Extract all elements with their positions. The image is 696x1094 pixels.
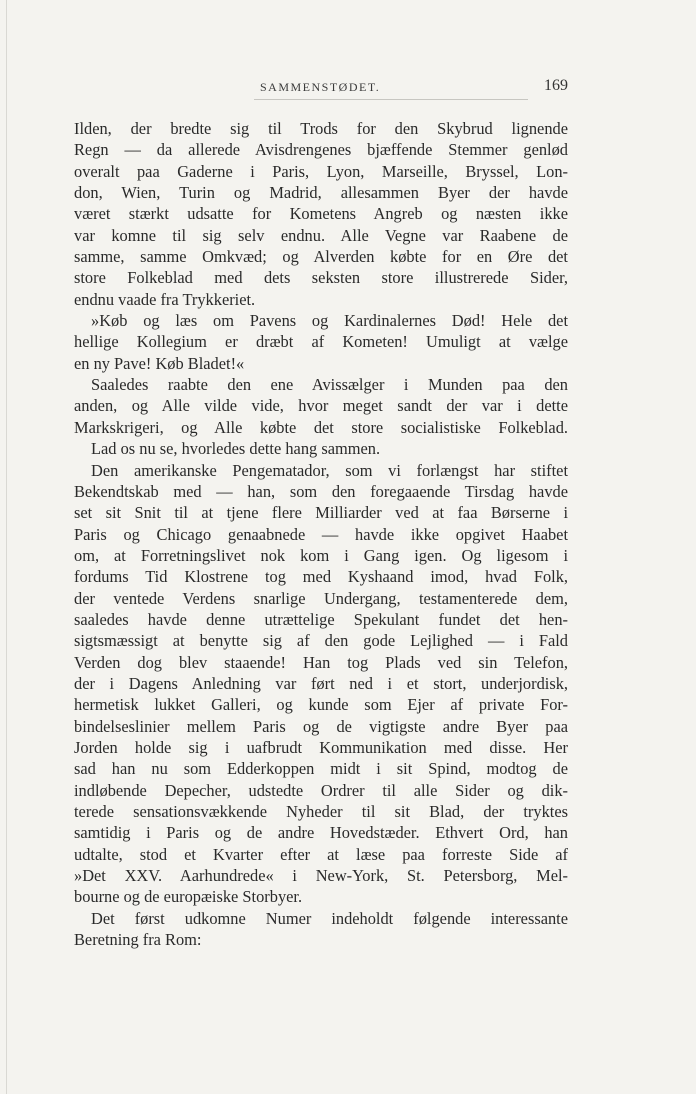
text-line: en ny Pave! Køb Bladet!« [74,353,245,373]
text-line: Beretning fra Rom: [74,930,202,950]
text-line: Bekendtskab med — han, som den foregaaende Tirsdag havde [74,481,568,501]
text-line: sad han nu som Edderkoppen midt i sit Spind, modtog de [74,759,568,779]
page-header [74,77,568,104]
text-line: hellige Kollegium er dræbt af Kometen! Umuligt at vælge [74,332,568,352]
text-line: don, Wien, Turin og Madrid, allesammen Byer der havde [74,183,568,203]
header-rule [254,99,528,100]
text-line: bindelseslinier mellem Paris og de vigtigste andre Byer paa [74,716,568,736]
text-line: Det først udkomne Numer indeholdt følgende interessante [91,908,568,928]
text-line: »Det XXV. Aarhundrede« i New-York, St. Petersborg, Mel- [74,866,568,886]
text-line: Lad os nu se, hvorledes dette hang sammen. [91,439,381,459]
text-line: Jorden holde sig i uafbrudt Kommunikation med disse. Her [74,737,568,757]
text-line: overalt paa Gaderne i Paris, Lyon, Marseille, Bryssel, Lon- [74,161,568,181]
running-title: SAMMENSTØDET. [260,80,381,94]
text-line: Markskrigeri, og Alle købte det store socialistiske Folkeblad. [74,417,568,437]
text-line: fordums Tid Klostrene tog med Kyshaand imod, hvad Folk, [74,567,568,587]
text-line: Saaledes raabte den ene Avissælger i Munden paa den [91,375,568,395]
text-line: Paris og Chicago genaabnede — havde ikke opgivet Haabet [74,524,568,544]
text-line: været stærkt udsatte for Kometens Angreb og næsten ikke [74,204,568,224]
text-line: saaledes havde denne utrættelige Spekulant fundet det hen- [74,609,568,629]
text-line: indløbende Depecher, udstedte Ordrer til alle Sider og dik- [74,780,568,800]
text-line: store Folkeblad med dets seksten store illustrerede Sider, [74,268,568,288]
page-number: 169 [544,77,568,94]
text-line: der ventede Verdens snarlige Undergang, testamenterede dem, [74,588,568,608]
text-line: endnu vaade fra Trykkeriet. [74,289,256,309]
text-line: anden, og Alle vilde vide, hvor meget sandt der var i dette [74,396,568,416]
text-line: sigtsmæssigt at benytte sig af den gode Lejlighed — i Fald [74,631,568,651]
text-line: Regn — da allerede Avisdrengenes bjæffende Stemmer genlød [74,140,568,160]
body-text [74,118,568,950]
text-line: terede sensationsvækkende Nyheder til sit Blad, der tryktes [74,802,568,821]
text-line: samtidig i Paris og de andre Hovedstæder. Ethvert Ord, han [74,823,568,843]
text-line: om, at Forretningslivet nok kom i Gang igen. Og ligesom i [74,545,568,565]
text-line: »Køb og læs om Pavens og Kardinalernes Død! Hele det [91,311,568,331]
text-line: var komne til sig selv endnu. Alle Vegne var Raabene de [74,225,568,245]
text-line: samme, samme Omkvæd; og Alverden købte for en Øre det [74,247,568,267]
text-line: hermetisk lukket Galleri, og kunde som Ejer af private For- [74,695,568,715]
text-line: set sit Snit til at tjene flere Milliarder ved at faa Børserne i [74,503,568,523]
text-line: Den amerikanske Pengematador, som vi forlængst har stiftet [91,460,568,480]
text-line: bourne og de europæiske Storbyer. [74,887,303,907]
text-line: udtalte, stod et Kvarter efter at læse paa forreste Side af [74,844,568,864]
text-line: Ilden, der bredte sig til Trods for den Skybrud lignende [74,119,568,138]
text-line: der i Dagens Anledning var ført ned i et stort, underjordisk, [74,673,568,693]
text-line: Verden dog blev staaende! Han tog Plads ved sin Telefon, [74,652,568,672]
page-edge [6,0,7,1094]
